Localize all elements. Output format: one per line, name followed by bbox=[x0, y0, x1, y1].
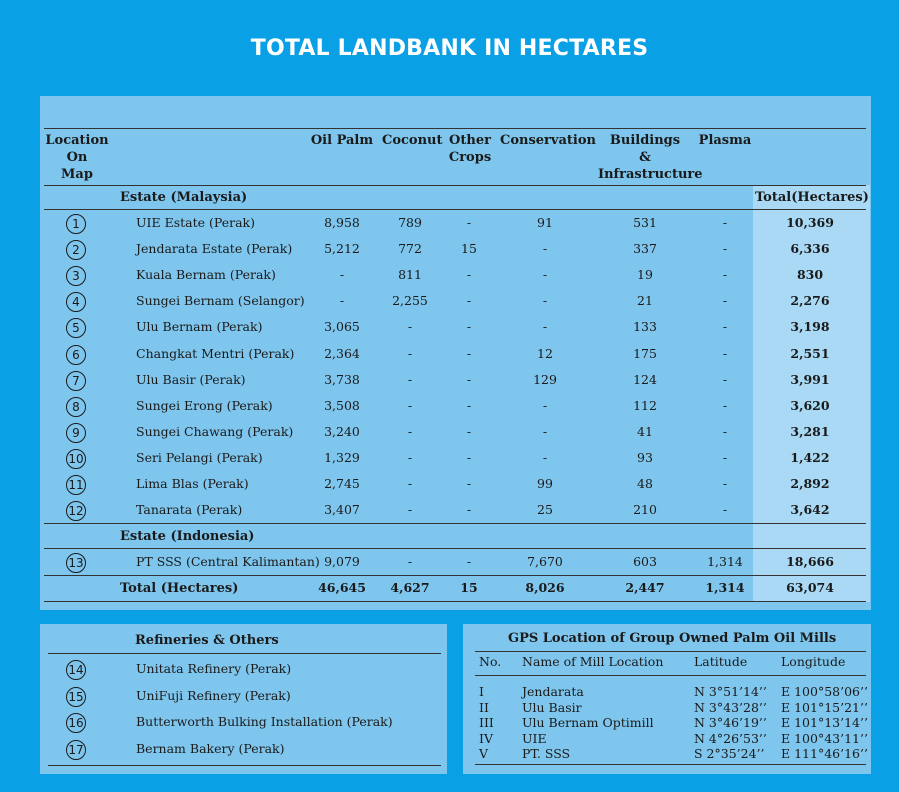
cell-cons: - bbox=[542, 293, 548, 309]
cell-oil: 3,738 bbox=[324, 371, 360, 387]
cell-other: - bbox=[466, 371, 472, 387]
cell-total: 1,422 bbox=[790, 449, 830, 465]
header-location: Location bbox=[45, 133, 109, 148]
section-malaysia: Estate (Malaysia) bbox=[120, 190, 248, 205]
cell-plasma: - bbox=[722, 241, 728, 257]
estate-name: Changkat Mentri (Perak) bbox=[136, 345, 295, 361]
estate-name: Sungei Bernam (Selangor) bbox=[136, 293, 305, 309]
estate-name: Lima Blas (Perak) bbox=[136, 476, 249, 491]
gps-no: V bbox=[479, 746, 489, 762]
cell-bld: 337 bbox=[633, 241, 657, 257]
cell-other: - bbox=[466, 554, 472, 569]
cell-coco: - bbox=[407, 345, 413, 361]
cell-bld: 112 bbox=[633, 397, 657, 413]
refinery-name: Unitata Refinery (Perak) bbox=[136, 661, 292, 676]
header-other-crops: Crops bbox=[448, 150, 492, 165]
cell-total: 18,666 bbox=[786, 554, 834, 569]
gps-no: II bbox=[479, 699, 489, 715]
cell-total: 10,369 bbox=[786, 215, 834, 230]
section-indonesia: Estate (Indonesia) bbox=[120, 529, 255, 544]
cell-oil: 8,958 bbox=[324, 215, 360, 230]
location-marker-icon: 4 bbox=[66, 292, 86, 312]
location-marker-icon: 7 bbox=[66, 371, 86, 391]
cell-bld: 531 bbox=[633, 215, 657, 230]
cell-other: - bbox=[466, 293, 472, 309]
cell-oil: 3,240 bbox=[324, 423, 360, 439]
location-marker-icon: 9 bbox=[66, 423, 86, 443]
cell-coco: - bbox=[407, 423, 413, 439]
location-marker-icon: 1 bbox=[66, 214, 86, 234]
cell-cons: - bbox=[542, 423, 548, 439]
estate-name: Ulu Bernam (Perak) bbox=[136, 319, 263, 335]
cell-cons: 99 bbox=[537, 476, 553, 491]
section-line bbox=[44, 209, 866, 210]
gps-no: I bbox=[479, 684, 484, 699]
gps-lat: N 3°43’28’’ bbox=[694, 699, 767, 715]
gps-heading: GPS Location of Group Owned Palm Oil Mills bbox=[508, 631, 837, 646]
gps-no: III bbox=[479, 715, 494, 731]
gps-no: IV bbox=[479, 730, 493, 746]
estate-name: Sungei Erong (Perak) bbox=[136, 397, 273, 413]
cell-oil: 3,508 bbox=[324, 397, 360, 413]
cell-total: 3,198 bbox=[790, 319, 830, 335]
cell-coco: - bbox=[407, 502, 413, 518]
location-marker-icon: 6 bbox=[66, 345, 86, 365]
header-buildings: Buildings bbox=[609, 133, 681, 148]
section-line bbox=[44, 523, 866, 524]
location-marker-icon: 3 bbox=[66, 266, 86, 286]
cell-oil: 9,079 bbox=[324, 554, 360, 569]
gps-top-line bbox=[475, 651, 866, 652]
gps-lon: E 111°46’16’’ bbox=[781, 746, 868, 762]
cell-coco: - bbox=[407, 554, 413, 569]
cell-cons: 91 bbox=[537, 215, 553, 230]
cell-cons: - bbox=[542, 319, 548, 335]
cell-plasma: - bbox=[722, 397, 728, 413]
total-label: Total (Hectares) bbox=[120, 581, 239, 596]
cell-bld: 175 bbox=[633, 345, 657, 361]
cell-total: 3,281 bbox=[790, 423, 830, 439]
cell-cons: 12 bbox=[537, 345, 553, 361]
header-oil-palm: Oil Palm bbox=[310, 133, 374, 148]
total-top-line bbox=[44, 575, 866, 576]
gps-col-name: Name of Mill Location bbox=[522, 654, 664, 669]
gps-bottom-line bbox=[475, 764, 866, 765]
gps-lat: N 3°46’19’’ bbox=[694, 715, 767, 731]
location-marker-icon: 15 bbox=[66, 687, 86, 707]
estate-name: Sungei Chawang (Perak) bbox=[136, 423, 294, 439]
cell-oil: 2,745 bbox=[324, 476, 360, 491]
gps-header-line bbox=[475, 675, 866, 676]
cell-coco: 811 bbox=[398, 267, 422, 283]
cell-oil: - bbox=[339, 267, 345, 283]
cell-total: 6,336 bbox=[790, 241, 830, 257]
cell-cons: 7,670 bbox=[527, 554, 563, 569]
gps-col-no: No. bbox=[479, 654, 502, 669]
cell-plasma: - bbox=[722, 476, 728, 491]
cell-other: - bbox=[466, 449, 472, 465]
cell-other: - bbox=[466, 215, 472, 230]
cell-other: 15 bbox=[461, 241, 477, 257]
cell-bld: 210 bbox=[633, 502, 657, 518]
cell-coco: 789 bbox=[398, 215, 422, 230]
cell-bld: 133 bbox=[633, 319, 657, 335]
location-marker-icon: 5 bbox=[66, 318, 86, 338]
gps-lon: E 100°58’06’’ bbox=[781, 684, 868, 699]
cell-oil: 5,212 bbox=[324, 241, 360, 257]
cell-coco: - bbox=[407, 449, 413, 465]
cell-plasma: - bbox=[722, 293, 728, 309]
cell-coco: 772 bbox=[398, 241, 422, 257]
cell-other: - bbox=[466, 267, 472, 283]
cell-bld: 603 bbox=[633, 554, 657, 569]
cell-coco: 2,255 bbox=[392, 293, 428, 309]
cell-other: - bbox=[466, 319, 472, 335]
estate-name: UIE Estate (Perak) bbox=[136, 215, 255, 230]
header-total: Total(Hectares) bbox=[755, 190, 869, 205]
gps-lon: E 101°15’21’’ bbox=[781, 699, 868, 715]
header-top-line bbox=[44, 128, 866, 129]
cell-bld: 124 bbox=[633, 371, 657, 387]
cell-plasma: 1,314 bbox=[707, 554, 743, 569]
gps-col-lon: Longitude bbox=[781, 654, 846, 669]
cell-oil: 1,329 bbox=[324, 449, 360, 465]
header-buildings: Infrastructure bbox=[598, 167, 703, 182]
header-conservation: Conservation bbox=[500, 133, 596, 148]
header-other-crops: Other bbox=[449, 133, 491, 148]
gps-col-lat: Latitude bbox=[694, 654, 748, 669]
cell-cons: - bbox=[542, 241, 548, 257]
cell-other: - bbox=[466, 502, 472, 518]
header-location: On bbox=[66, 150, 88, 165]
cell-oil: - bbox=[339, 293, 345, 309]
cell-bld: 93 bbox=[637, 449, 653, 465]
gps-lon: E 100°43’11’’ bbox=[781, 730, 868, 746]
gps-lat: N 4°26’53’’ bbox=[694, 730, 767, 746]
cell-oil: 3,065 bbox=[324, 319, 360, 335]
cell-other: - bbox=[466, 476, 472, 491]
cell-other: - bbox=[466, 423, 472, 439]
cell-plasma: - bbox=[722, 215, 728, 230]
cell-plasma: - bbox=[722, 319, 728, 335]
cell-bld: 21 bbox=[637, 293, 653, 309]
total-cons: 8,026 bbox=[525, 580, 565, 595]
cell-cons: 25 bbox=[537, 502, 553, 518]
header-bottom-line bbox=[44, 185, 866, 186]
gps-name: Jendarata bbox=[522, 684, 584, 699]
location-marker-icon: 10 bbox=[66, 449, 86, 469]
refineries-heading: Refineries & Others bbox=[135, 633, 279, 648]
total-oil: 46,645 bbox=[318, 580, 366, 595]
cell-total: 3,620 bbox=[790, 397, 830, 413]
estate-name: Jendarata Estate (Perak) bbox=[136, 241, 293, 257]
cell-plasma: - bbox=[722, 267, 728, 283]
header-plasma: Plasma bbox=[698, 133, 752, 148]
refinery-name: Bernam Bakery (Perak) bbox=[136, 740, 285, 756]
cell-plasma: - bbox=[722, 345, 728, 361]
cell-plasma: - bbox=[722, 371, 728, 387]
location-marker-icon: 12 bbox=[66, 501, 86, 521]
estate-name: PT SSS (Central Kalimantan) bbox=[136, 554, 320, 569]
location-marker-icon: 16 bbox=[66, 713, 86, 733]
cell-coco: - bbox=[407, 371, 413, 387]
cell-cons: - bbox=[542, 449, 548, 465]
cell-total: 2,892 bbox=[790, 476, 830, 491]
cell-total: 2,276 bbox=[790, 293, 830, 309]
location-marker-icon: 13 bbox=[66, 553, 86, 573]
cell-other: - bbox=[466, 397, 472, 413]
gps-lat: S 2°35’24’’ bbox=[694, 746, 765, 762]
total-coco: 4,627 bbox=[390, 580, 430, 595]
page-title: TOTAL LANDBANK IN HECTARES bbox=[250, 36, 649, 61]
header-location: Map bbox=[61, 167, 93, 182]
cell-plasma: - bbox=[722, 502, 728, 518]
refinery-name: UniFuji Refinery (Perak) bbox=[136, 687, 291, 703]
estate-name: Tanarata (Perak) bbox=[136, 502, 243, 518]
total-total: 63,074 bbox=[786, 580, 834, 595]
cell-total: 2,551 bbox=[790, 345, 830, 361]
gps-name: Ulu Basir bbox=[522, 699, 582, 715]
location-marker-icon: 8 bbox=[66, 397, 86, 417]
gps-lon: E 101°13’14’’ bbox=[781, 715, 868, 731]
cell-coco: - bbox=[407, 319, 413, 335]
cell-bld: 48 bbox=[637, 476, 653, 491]
cell-plasma: - bbox=[722, 423, 728, 439]
total-other: 15 bbox=[460, 580, 478, 595]
cell-coco: - bbox=[407, 476, 413, 491]
header-buildings: & bbox=[639, 150, 651, 165]
cell-cons: - bbox=[542, 267, 548, 283]
refinery-name: Butterworth Bulking Installation (Perak) bbox=[136, 714, 393, 729]
gps-name: PT. SSS bbox=[522, 746, 571, 762]
cell-oil: 3,407 bbox=[324, 502, 360, 518]
header-coconut: Coconut bbox=[382, 133, 443, 148]
cell-other: - bbox=[466, 345, 472, 361]
estate-name: Ulu Basir (Perak) bbox=[136, 371, 246, 387]
total-bottom-line bbox=[44, 601, 866, 602]
cell-coco: - bbox=[407, 397, 413, 413]
cell-bld: 41 bbox=[637, 423, 653, 439]
cell-total: 3,642 bbox=[790, 502, 830, 518]
location-marker-icon: 17 bbox=[66, 740, 86, 760]
total-bld: 2,447 bbox=[625, 580, 665, 595]
total-plasma: 1,314 bbox=[705, 580, 745, 595]
cell-cons: - bbox=[542, 397, 548, 413]
location-marker-icon: 14 bbox=[66, 660, 86, 680]
location-marker-icon: 11 bbox=[66, 475, 86, 495]
gps-lat: N 3°51’14’’ bbox=[694, 684, 767, 699]
refineries-top-line bbox=[48, 653, 441, 654]
cell-bld: 19 bbox=[637, 267, 653, 283]
refineries-bottom-line bbox=[48, 765, 441, 766]
cell-total: 830 bbox=[796, 267, 824, 283]
estate-name: Kuala Bernam (Perak) bbox=[136, 267, 276, 283]
cell-oil: 2,364 bbox=[324, 345, 360, 361]
cell-cons: 129 bbox=[533, 371, 557, 387]
section-line bbox=[44, 548, 866, 549]
cell-plasma: - bbox=[722, 449, 728, 465]
gps-name: UIE bbox=[522, 730, 547, 746]
estate-name: Seri Pelangi (Perak) bbox=[136, 449, 263, 465]
cell-total: 3,991 bbox=[790, 371, 830, 387]
gps-name: Ulu Bernam Optimill bbox=[522, 715, 654, 731]
location-marker-icon: 2 bbox=[66, 240, 86, 260]
